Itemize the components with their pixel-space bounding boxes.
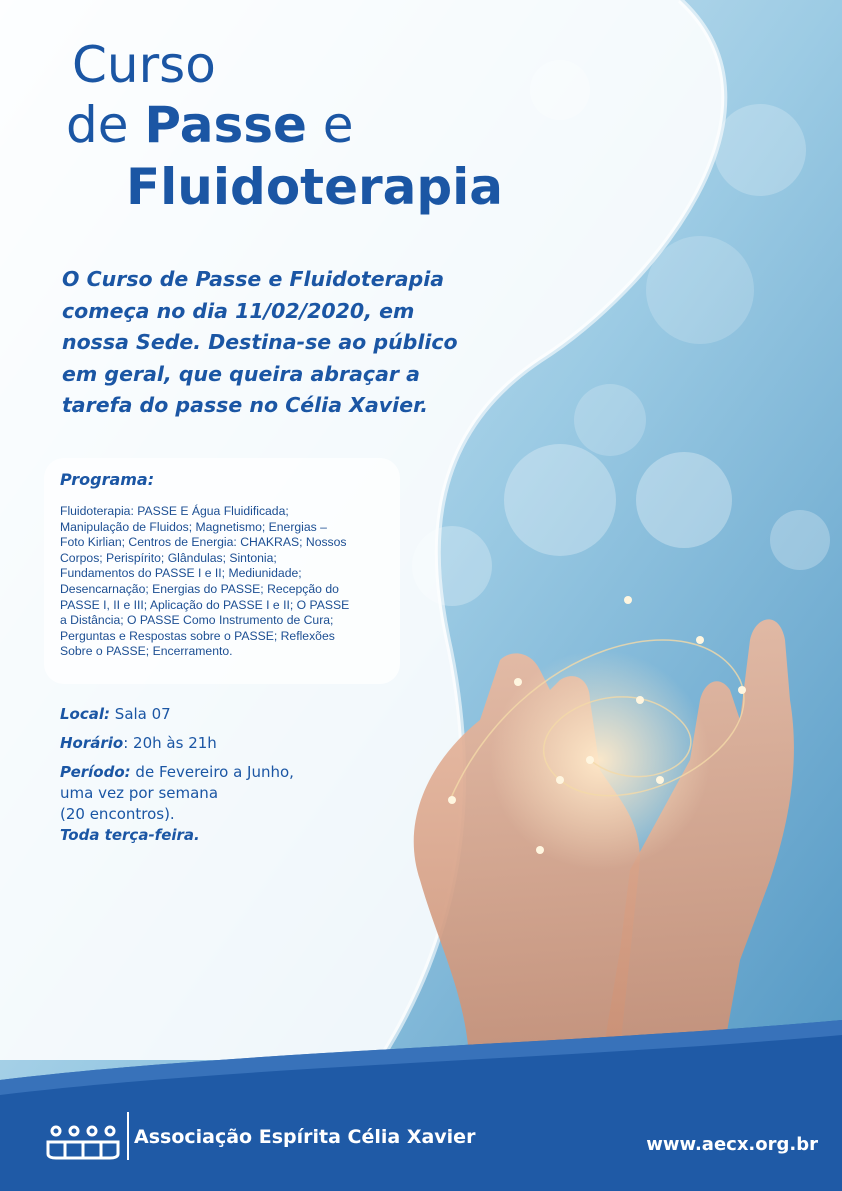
fairy-light xyxy=(586,756,594,764)
weekday-text: Toda terça-feira. xyxy=(60,826,200,844)
program-line: Desencarnação; Energias do PASSE; Recepção do xyxy=(60,581,339,596)
periodo-line-3: (20 encontros). xyxy=(60,805,175,823)
intro-line: começa no dia 11/02/2020, em xyxy=(62,298,415,323)
program-box xyxy=(44,458,400,684)
organization-logo-icon xyxy=(44,1124,122,1160)
bokeh xyxy=(770,510,830,570)
local-label: Local: xyxy=(60,705,111,723)
periodo-row xyxy=(60,762,294,783)
program-line: Perguntas e Respostas sobre o PASSE; Reflexões xyxy=(60,628,335,643)
fairy-light xyxy=(696,636,704,644)
footer-divider xyxy=(127,1112,129,1160)
bokeh xyxy=(504,444,616,556)
bokeh xyxy=(714,104,806,196)
horario-row xyxy=(60,733,294,754)
program-line: Foto Kirlian; Centros de Energia: CHAKRAS; Nossos xyxy=(60,535,347,550)
website-link[interactable]: www.aecx.org.br xyxy=(646,1134,818,1155)
intro-line: nossa Sede. Destina-se ao público xyxy=(62,330,458,354)
intro-line: O Curso de Passe e Fluidoterapia xyxy=(62,267,445,291)
periodo-label: Período: xyxy=(60,763,131,781)
local-value: Sala 07 xyxy=(110,705,171,723)
bokeh xyxy=(646,236,754,344)
fairy-light xyxy=(738,686,746,694)
periodo-line-2: uma vez por semana xyxy=(60,784,219,802)
course-info xyxy=(60,704,294,846)
title-line-2-prefix: de xyxy=(66,96,145,154)
program-line: PASSE I, II e III; Aplicação do PASSE I e II; O PASSE xyxy=(60,597,350,612)
fairy-light xyxy=(556,776,564,784)
light-glow xyxy=(490,650,710,870)
title-line-1: Curso xyxy=(72,36,216,94)
program-line: a Distância; O PASSE Como Instrumento de Cura; xyxy=(60,613,334,628)
horario-value: : 20h às 21h xyxy=(123,734,217,752)
organization-name: Associação Espírita Célia Xavier xyxy=(134,1126,476,1148)
intro-line: em geral, que queira abraçar a xyxy=(62,361,420,386)
fairy-light xyxy=(656,776,664,784)
fairy-light xyxy=(636,696,644,704)
intro-line: tarefa do passe no Célia Xavier. xyxy=(62,393,429,417)
intro-paragraph xyxy=(62,264,462,422)
fairy-light xyxy=(448,796,456,804)
program-body xyxy=(60,504,400,660)
local-row xyxy=(60,704,294,725)
fairy-light xyxy=(536,846,544,854)
periodo-value: de Fevereiro a Junho, xyxy=(130,763,294,781)
title-line-2-bold: Passe xyxy=(144,96,307,154)
program-line: Fundamentos do PASSE I e II; Mediunidade; xyxy=(60,566,302,581)
program-heading: Programa: xyxy=(60,470,155,489)
program-line: Sobre o PASSE; Encerramento. xyxy=(60,644,233,659)
program-line: Fluidoterapia: PASSE E Água Fluidificada; xyxy=(60,504,289,518)
fairy-light xyxy=(624,596,632,604)
horario-label: Horário xyxy=(60,734,124,752)
weekday-row xyxy=(60,825,294,846)
fairy-light xyxy=(514,678,522,686)
title-line-3: Fluidoterapia xyxy=(126,158,504,216)
bokeh xyxy=(636,452,732,548)
program-line: Manipulação de Fluidos; Magnetismo; Energias – xyxy=(60,519,327,534)
title-line-2 xyxy=(66,96,354,154)
title-line-2-suffix: e xyxy=(306,96,354,154)
program-line: Corpos; Perispírito; Glândulas; Sintonia; xyxy=(60,550,277,565)
bokeh xyxy=(574,384,646,456)
